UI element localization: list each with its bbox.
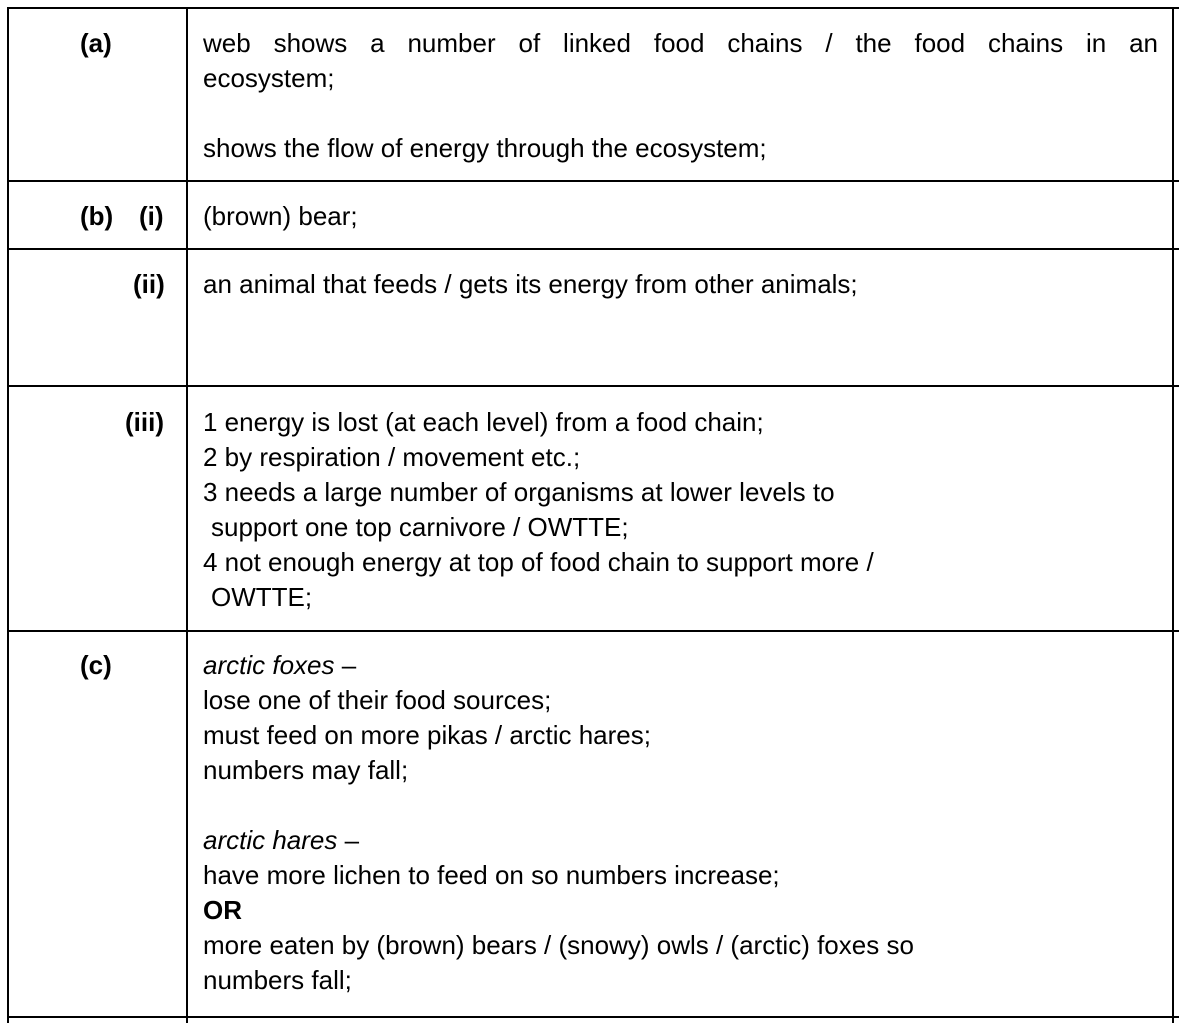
answer-cell-b-ii xyxy=(203,267,1158,302)
row-divider xyxy=(7,248,1179,250)
heading-dash: – xyxy=(341,650,357,680)
answer-line: numbers may fall; xyxy=(203,755,409,785)
answer-line: more eaten by (brown) bears / (snowy) owls / (arctic) foxes so xyxy=(203,930,914,960)
question-label-c: (c) xyxy=(80,650,112,680)
row-divider xyxy=(7,385,1179,387)
answer-line: support one top carnivore / OWTTE; xyxy=(211,512,629,542)
answer-cell-b-i xyxy=(203,199,1158,234)
or-separator: OR xyxy=(203,895,242,925)
answer-line: have more lichen to feed on so numbers increase; xyxy=(203,860,780,890)
answer-cell-b-iii xyxy=(203,405,1158,615)
answer-line: (brown) bear; xyxy=(203,201,358,231)
answer-line: 4 not enough energy at top of food chain to support more / xyxy=(203,547,874,577)
row-divider xyxy=(7,180,1179,182)
answer-line: an animal that feeds / gets its energy from other animals; xyxy=(203,269,858,299)
answer-line: shows the flow of energy through the ecosystem; xyxy=(203,133,767,163)
arctic-foxes-heading: arctic foxes xyxy=(203,650,335,680)
answer-heading-line xyxy=(203,648,1158,683)
question-label-b-i: (i) xyxy=(139,201,164,231)
answer-line: lose one of their food sources; xyxy=(203,685,552,715)
table-border-left xyxy=(7,8,9,1023)
answer-line: OWTTE; xyxy=(211,582,313,612)
answer-line: web shows a number of linked food chains / the food chains in an xyxy=(203,28,1158,58)
answer-cell-c xyxy=(203,648,1158,998)
arctic-hares-heading: arctic hares xyxy=(203,825,338,855)
answer-line: must feed on more pikas / arctic hares; xyxy=(203,720,651,750)
heading-dash: – xyxy=(344,825,360,855)
question-label-b: (b) xyxy=(80,201,114,231)
row-divider xyxy=(7,1016,1179,1018)
table-border-top xyxy=(7,7,1179,9)
question-label-a: (a) xyxy=(80,28,112,58)
column-divider xyxy=(186,8,188,1023)
answer-line: numbers fall; xyxy=(203,965,352,995)
question-label-b-ii: (ii) xyxy=(133,269,165,299)
answer-line: 2 by respiration / movement etc.; xyxy=(203,442,581,472)
answer-line: ecosystem; xyxy=(203,63,335,93)
answer-heading-line xyxy=(203,823,1158,858)
question-label-b-iii: (iii) xyxy=(125,407,164,437)
answer-line: 1 energy is lost (at each level) from a food chain; xyxy=(203,407,764,437)
table-border-right xyxy=(1172,8,1174,1023)
blank-line xyxy=(203,96,1158,131)
answer-line: 3 needs a large number of organisms at lower levels to xyxy=(203,477,835,507)
blank-line xyxy=(203,788,1158,823)
row-divider xyxy=(7,630,1179,632)
answer-cell-a xyxy=(203,26,1158,166)
